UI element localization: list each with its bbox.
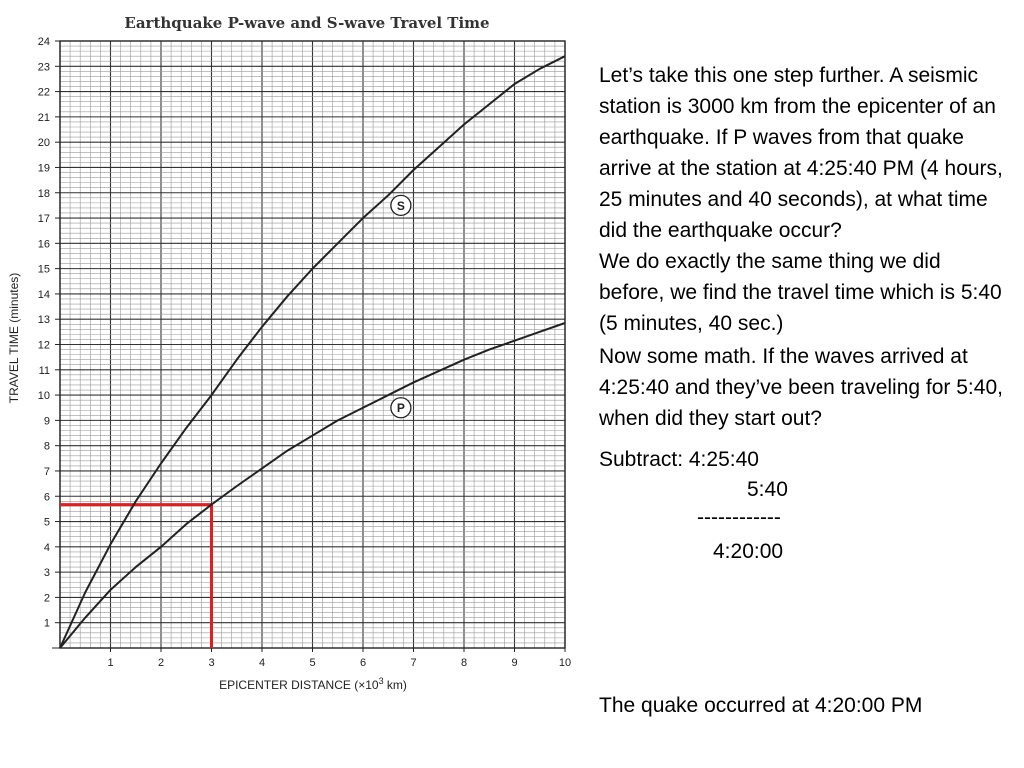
y-tick-label: 6 — [43, 491, 50, 504]
x-tick-label: 5 — [309, 657, 316, 669]
y-tick-label: 4 — [43, 541, 50, 554]
chart-annotations — [60, 505, 212, 648]
y-tick-label: 24 — [37, 36, 50, 48]
problem-text: Let’s take this one step further. A seismic station is 3000 km from the epicenter of an earthquake. If P waves from that quake arrive at the station at 4:25:40 PM (4 hours, 25 minutes and 40 seconds), at what time did the earthquake occur? — [599, 64, 1003, 242]
math-question-text: Now some math. If the waves arrived at 4:25:40 and they’ve been traveling for 5:40, when did they start out? — [599, 345, 1003, 430]
red-guide-line — [60, 505, 212, 648]
subtract-line: Subtract: 4:25:40 — [599, 448, 759, 471]
y-tick-label: 8 — [43, 440, 50, 453]
subtract-result: 4:20:00 — [713, 540, 784, 563]
y-tick-label: 18 — [37, 187, 50, 200]
x-axis-label: EPICENTER DISTANCE ($\times 10^3$ km) — [219, 676, 407, 692]
y-tick-label: 17 — [37, 213, 50, 226]
y-tick-label: 3 — [43, 567, 50, 580]
y-tick-label: 7 — [43, 465, 50, 478]
y-axis-label: TRAVEL TIME (minutes) — [7, 272, 21, 404]
y-tick-label: 9 — [43, 415, 50, 428]
subtract-value: 5:40 — [747, 478, 788, 501]
y-tick-label: 13 — [37, 314, 50, 327]
y-tick-label: 2 — [43, 592, 50, 605]
y-tick-label: 1 — [43, 617, 50, 630]
x-tick-label: 1 — [107, 657, 114, 669]
y-tick-label: 14 — [37, 288, 50, 301]
subtraction-work — [599, 444, 1009, 568]
x-tick-label: 6 — [359, 657, 367, 669]
y-tick-label: 20 — [37, 137, 50, 150]
y-tick-label: 22 — [37, 86, 50, 99]
y-tick-label: 15 — [37, 263, 50, 276]
y-tick-label: 19 — [37, 162, 50, 175]
x-tick-label: 4 — [258, 657, 266, 669]
chart-grid — [60, 41, 565, 648]
x-tick-label: 8 — [460, 657, 468, 669]
curve-label-p — [391, 398, 411, 418]
chart-ticks — [38, 36, 571, 669]
y-tick-label: 23 — [37, 61, 50, 74]
x-tick-label: 9 — [511, 657, 518, 669]
chart-title: Earthquake P-wave and S-wave Travel Time — [124, 14, 490, 32]
x-tick-label: 7 — [410, 657, 417, 669]
curve-label-text: P — [396, 401, 405, 416]
conclusion-text: The quake occurred at 4:20:00 PM — [599, 694, 923, 717]
y-tick-label: 16 — [37, 238, 50, 251]
curve-label-s — [391, 195, 411, 215]
y-tick-label: 12 — [37, 339, 50, 352]
x-tick-label: 10 — [558, 657, 572, 669]
travel-time-text: We do exactly the same thing we did before, we find the travel time which is 5:40 (5 minutes, 40 sec.) — [599, 250, 1002, 335]
subtract-rule: ------------ — [697, 506, 781, 529]
y-tick-label: 21 — [37, 111, 50, 124]
y-tick-label: 5 — [43, 516, 50, 529]
x-tick-label: 3 — [208, 657, 215, 669]
y-tick-label: 11 — [38, 364, 50, 377]
explanation-panel — [599, 60, 1009, 568]
curve-label-text: S — [396, 198, 405, 213]
y-tick-label: 10 — [37, 390, 50, 403]
x-tick-label: 2 — [157, 657, 165, 669]
